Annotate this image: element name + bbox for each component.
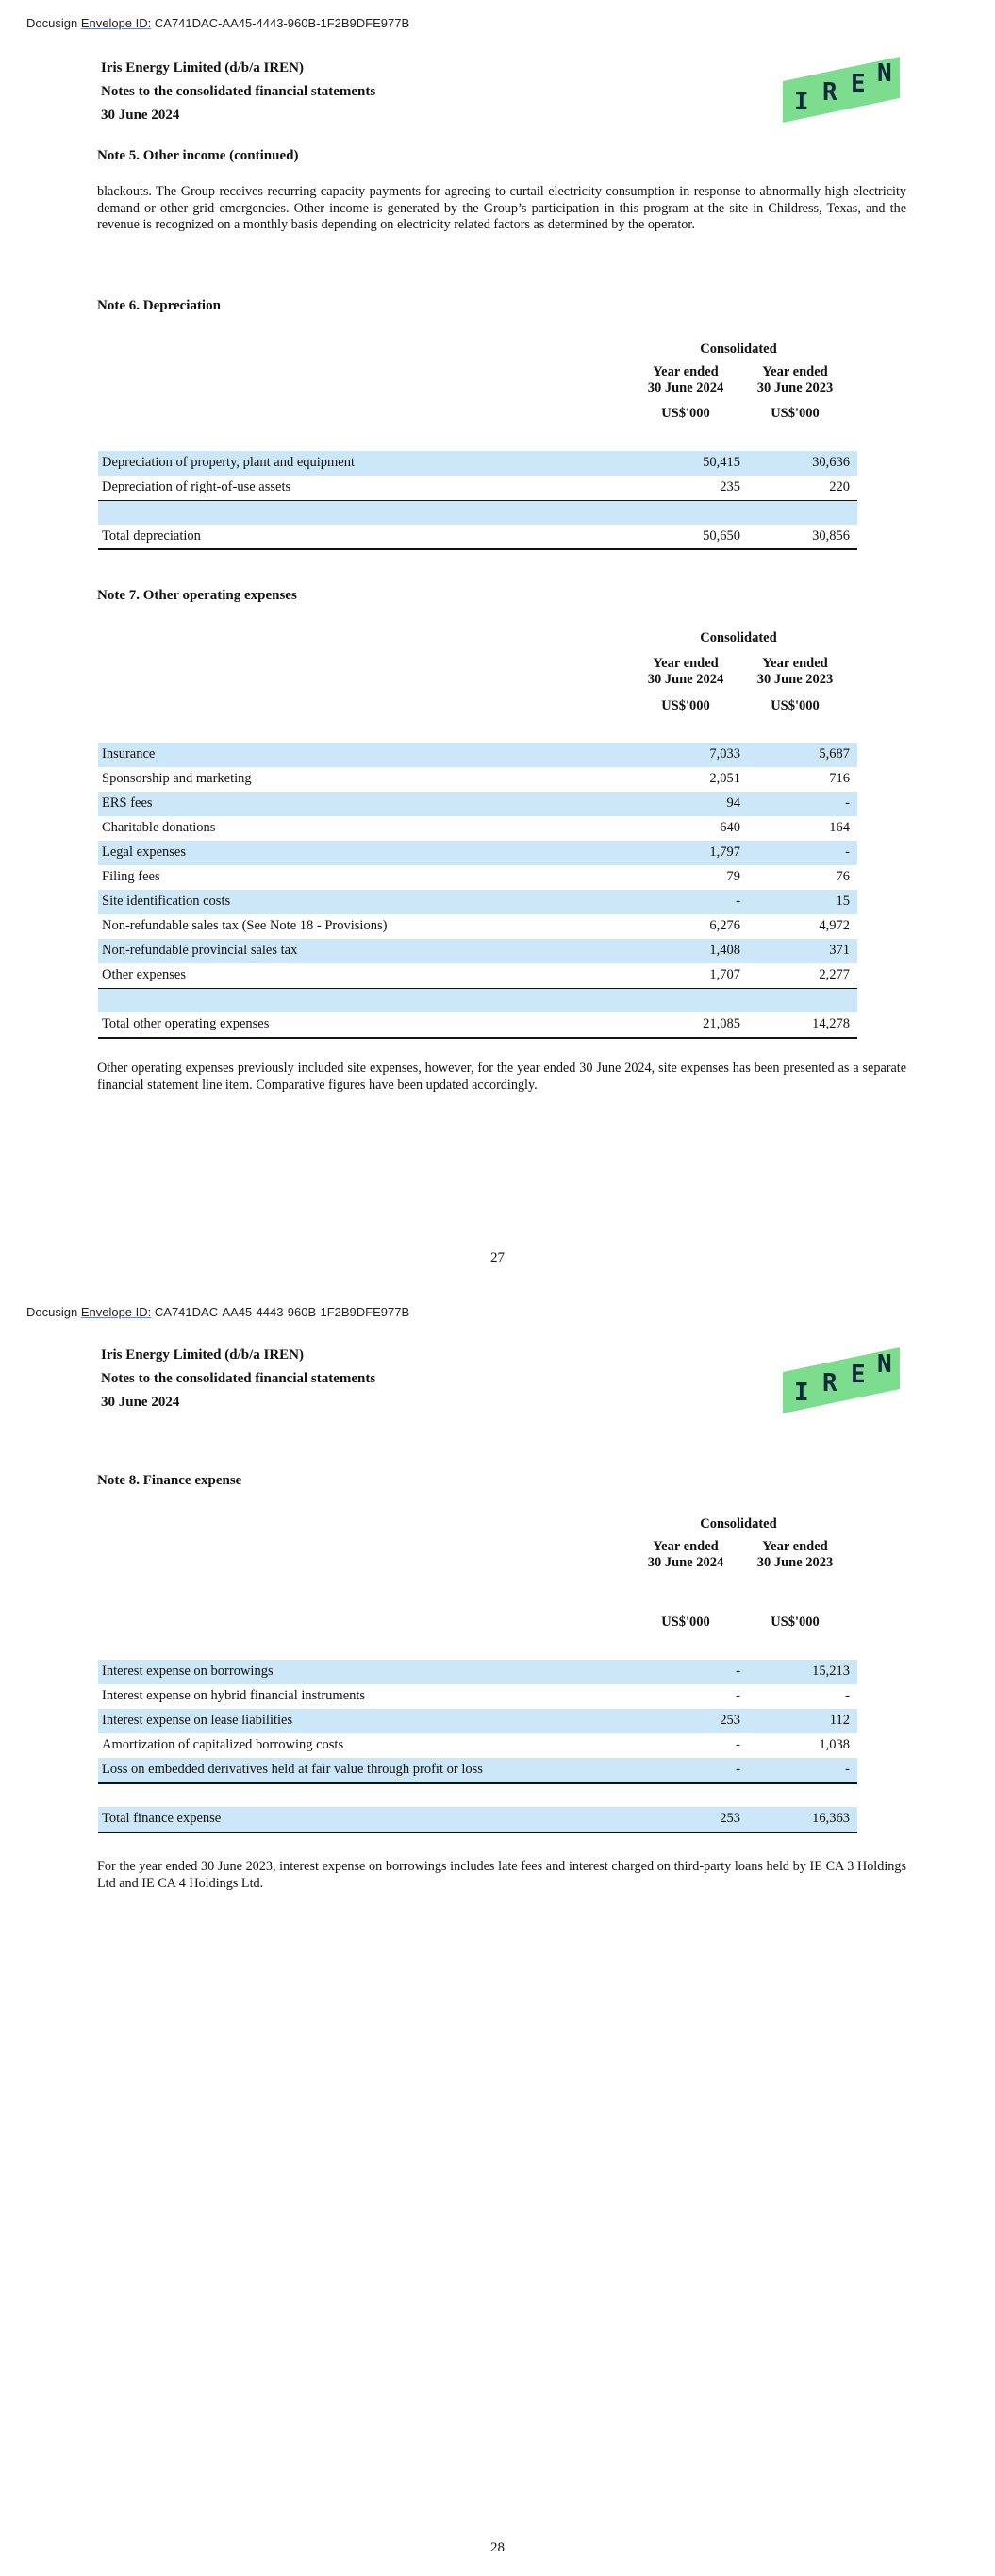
col-2023-line2: 30 June 2023 <box>756 380 834 395</box>
total-label: Total finance expense <box>102 1811 222 1826</box>
col-2023-line1: Year ended <box>762 656 828 671</box>
row-label: Interest expense on lease liabilities <box>102 1713 293 1728</box>
col-2024-line2: 30 June 2024 <box>647 672 724 687</box>
value-2023: - <box>845 1688 850 1703</box>
value-2023: 1,038 <box>819 1737 850 1752</box>
value-2024: 50,415 <box>703 455 740 470</box>
col-2024-line1: Year ended <box>653 364 719 379</box>
envelope-prefix: Docusign <box>26 16 78 30</box>
note5-text: blackouts. The Group receives recurring capacity payments for agreeing to curtail electricity consumption in response to abnormally high electricity demand or other grid emergencies. Other income is generated by the Group’s participation in this program at the site in Childress, Texas, and the revenue is recognized on a monthly basis depending on electricity related factors as determined by the operator. <box>97 184 906 233</box>
value-2024: 1,797 <box>709 845 740 860</box>
company-name: Iris Energy Limited (d/b/a IREN) <box>101 60 305 75</box>
document-date: 30 June 2024 <box>101 108 180 123</box>
unit-2024: US$'000 <box>661 406 710 421</box>
row-label: ERS fees <box>102 795 153 811</box>
table-row <box>98 1684 857 1709</box>
value-2024: 1,707 <box>709 967 740 982</box>
table-row <box>98 1758 857 1782</box>
total-rule <box>98 1037 857 1039</box>
blank-row <box>98 988 857 1012</box>
total-label: Total other operating expenses <box>102 1016 270 1031</box>
col-2023-line2: 30 June 2023 <box>756 672 834 687</box>
col-2024-line2: 30 June 2024 <box>647 380 724 395</box>
table-row <box>98 1733 857 1758</box>
value-2024: 94 <box>726 795 740 811</box>
table-row <box>98 939 857 963</box>
page-number: 27 <box>490 1250 505 1265</box>
value-2023: - <box>845 1762 850 1777</box>
operating-expenses-table <box>98 743 857 1037</box>
value-2024: 253 <box>720 1713 740 1728</box>
unit-2024: US$'000 <box>661 1614 710 1630</box>
unit-2023: US$'000 <box>771 698 820 713</box>
finance-expense-table <box>98 1660 857 1832</box>
table-row <box>98 767 857 792</box>
value-2024: - <box>736 1762 740 1777</box>
value-2023: 4,972 <box>819 918 850 933</box>
envelope-id <box>26 1305 409 1319</box>
row-label: Depreciation of right-of-use assets <box>102 479 291 494</box>
value-2023: - <box>845 795 850 811</box>
document-header <box>101 57 375 127</box>
value-2023: 371 <box>829 943 850 958</box>
row-label: Sponsorship and marketing <box>102 771 252 786</box>
row-label: Loss on embedded derivatives held at fair value through profit or loss <box>102 1762 483 1777</box>
value-2023: 716 <box>829 771 850 786</box>
iren-logo <box>779 53 904 126</box>
table-row <box>98 816 857 841</box>
col-2024-line2: 30 June 2024 <box>647 1555 724 1570</box>
row-label: Legal expenses <box>102 845 186 860</box>
total-rule <box>98 1832 857 1833</box>
row-label: Interest expense on borrowings <box>102 1664 274 1679</box>
value-2023: - <box>845 845 850 860</box>
col-2023-line1: Year ended <box>762 1539 828 1554</box>
col-2024-line1: Year ended <box>653 656 719 671</box>
value-2023: 112 <box>829 1713 850 1728</box>
value-2024: 2,051 <box>709 771 740 786</box>
total-rule <box>98 548 857 550</box>
table-row <box>98 476 857 500</box>
envelope-value: CA741DAC-AA45-4443-960B-1F2B9DFE977B <box>154 16 410 30</box>
consolidated-header: Consolidated <box>700 630 777 645</box>
logo-letter-n: N <box>877 59 892 88</box>
row-label: Charitable donations <box>102 820 216 835</box>
row-label: Site identification costs <box>102 894 231 909</box>
logo-letter-n: N <box>877 1350 892 1379</box>
value-2024: 6,276 <box>709 918 740 933</box>
consolidated-header: Consolidated <box>700 1516 777 1531</box>
table-row <box>98 743 857 767</box>
row-label: Non-refundable sales tax (See Note 18 - Provisions) <box>102 918 388 933</box>
envelope-id <box>26 16 409 30</box>
value-2024: - <box>736 894 740 909</box>
company-name: Iris Energy Limited (d/b/a IREN) <box>101 1347 305 1363</box>
total-row <box>98 1012 857 1037</box>
table-row <box>98 451 857 476</box>
document-subtitle: Notes to the consolidated financial statements <box>101 84 376 99</box>
table-row <box>98 1660 857 1684</box>
envelope-prefix: Docusign <box>26 1305 78 1319</box>
table-row <box>98 963 857 988</box>
value-2023: 30,636 <box>812 455 850 470</box>
col-2024-header <box>634 1539 738 1571</box>
total-row <box>98 525 857 549</box>
value-2024: 235 <box>720 479 740 494</box>
value-2024: - <box>736 1664 740 1679</box>
col-2023-line1: Year ended <box>762 364 828 379</box>
table-row <box>98 865 857 890</box>
value-2024: - <box>736 1737 740 1752</box>
col-2023-header <box>743 656 847 688</box>
col-2023-line2: 30 June 2023 <box>756 1555 834 1570</box>
total-label: Total depreciation <box>102 528 201 544</box>
table-row <box>98 841 857 865</box>
total-row <box>98 1807 857 1832</box>
table-row <box>98 792 857 816</box>
table-row <box>98 914 857 939</box>
note6-title: Note 6. Depreciation <box>97 298 221 313</box>
table-row <box>98 1709 857 1733</box>
col-2024-header <box>634 656 738 688</box>
logo-letter-e: E <box>851 70 866 98</box>
row-label: Depreciation of property, plant and equipment <box>102 455 356 470</box>
page-number: 28 <box>490 2540 505 2555</box>
logo-letter-i: I <box>794 88 809 116</box>
value-2024: - <box>736 1688 740 1703</box>
note8-title: Note 8. Finance expense <box>97 1473 242 1488</box>
value-2024: 1,408 <box>709 943 740 958</box>
col-2023-header <box>743 364 847 396</box>
iren-logo <box>779 1344 904 1417</box>
logo-letter-r: R <box>822 1369 837 1397</box>
row-label: Amortization of capitalized borrowing costs <box>102 1737 344 1752</box>
value-2024: 7,033 <box>709 746 740 761</box>
total-2024: 253 <box>720 1811 740 1826</box>
note5-title: Note 5. Other income (continued) <box>97 148 299 163</box>
page-28 <box>0 1302 995 2576</box>
divider <box>98 500 857 501</box>
total-2024: 21,085 <box>703 1016 740 1031</box>
document-subtitle: Notes to the consolidated financial statements <box>101 1371 376 1386</box>
row-label: Other expenses <box>102 967 186 982</box>
total-rule <box>98 1782 857 1784</box>
note7-footnote: Other operating expenses previously included site expenses, however, for the year ended 30 June 2024, site expenses has been presented as a separate financial statement line item. Comparative figures have been updated accordingly. <box>97 1061 906 1093</box>
total-2023: 16,363 <box>812 1811 850 1826</box>
logo-letter-i: I <box>794 1379 809 1407</box>
logo-letter-e: E <box>851 1361 866 1389</box>
total-2024: 50,650 <box>703 528 740 544</box>
col-2023-header <box>743 1539 847 1571</box>
total-2023: 30,856 <box>812 528 850 544</box>
row-label: Non-refundable provincial sales tax <box>102 943 298 958</box>
row-label: Filing fees <box>102 869 160 884</box>
note8-footnote: For the year ended 30 June 2023, interest expense on borrowings includes late fees and interest charged on third-party loans held by IE CA 3 Holdings Ltd and IE CA 4 Holdings Ltd. <box>97 1859 906 1891</box>
total-2023: 14,278 <box>812 1016 850 1031</box>
unit-2024: US$'000 <box>661 698 710 713</box>
envelope-label: Envelope ID: <box>80 1305 152 1319</box>
value-2023: 5,687 <box>819 746 850 761</box>
document-header <box>101 1344 375 1414</box>
logo-letter-r: R <box>822 78 837 107</box>
col-2024-line1: Year ended <box>653 1539 719 1554</box>
unit-2023: US$'000 <box>771 406 820 421</box>
value-2023: 15 <box>836 894 850 909</box>
value-2023: 220 <box>829 479 850 494</box>
value-2023: 164 <box>829 820 850 835</box>
blank-row <box>98 500 857 525</box>
value-2024: 79 <box>726 869 740 884</box>
blank-row <box>98 1782 857 1807</box>
consolidated-header: Consolidated <box>700 342 777 357</box>
row-label: Interest expense on hybrid financial instruments <box>102 1688 366 1703</box>
document-date: 30 June 2024 <box>101 1395 180 1410</box>
note7-title: Note 7. Other operating expenses <box>97 588 297 603</box>
value-2023: 15,213 <box>812 1664 850 1679</box>
col-2024-header <box>634 364 738 396</box>
value-2023: 2,277 <box>819 967 850 982</box>
divider <box>98 988 857 989</box>
envelope-value: CA741DAC-AA45-4443-960B-1F2B9DFE977B <box>154 1305 410 1319</box>
value-2024: 640 <box>720 820 740 835</box>
envelope-label: Envelope ID: <box>80 16 152 30</box>
row-label: Insurance <box>102 746 156 761</box>
value-2023: 76 <box>836 869 850 884</box>
table-row <box>98 890 857 914</box>
unit-2023: US$'000 <box>771 1614 820 1630</box>
